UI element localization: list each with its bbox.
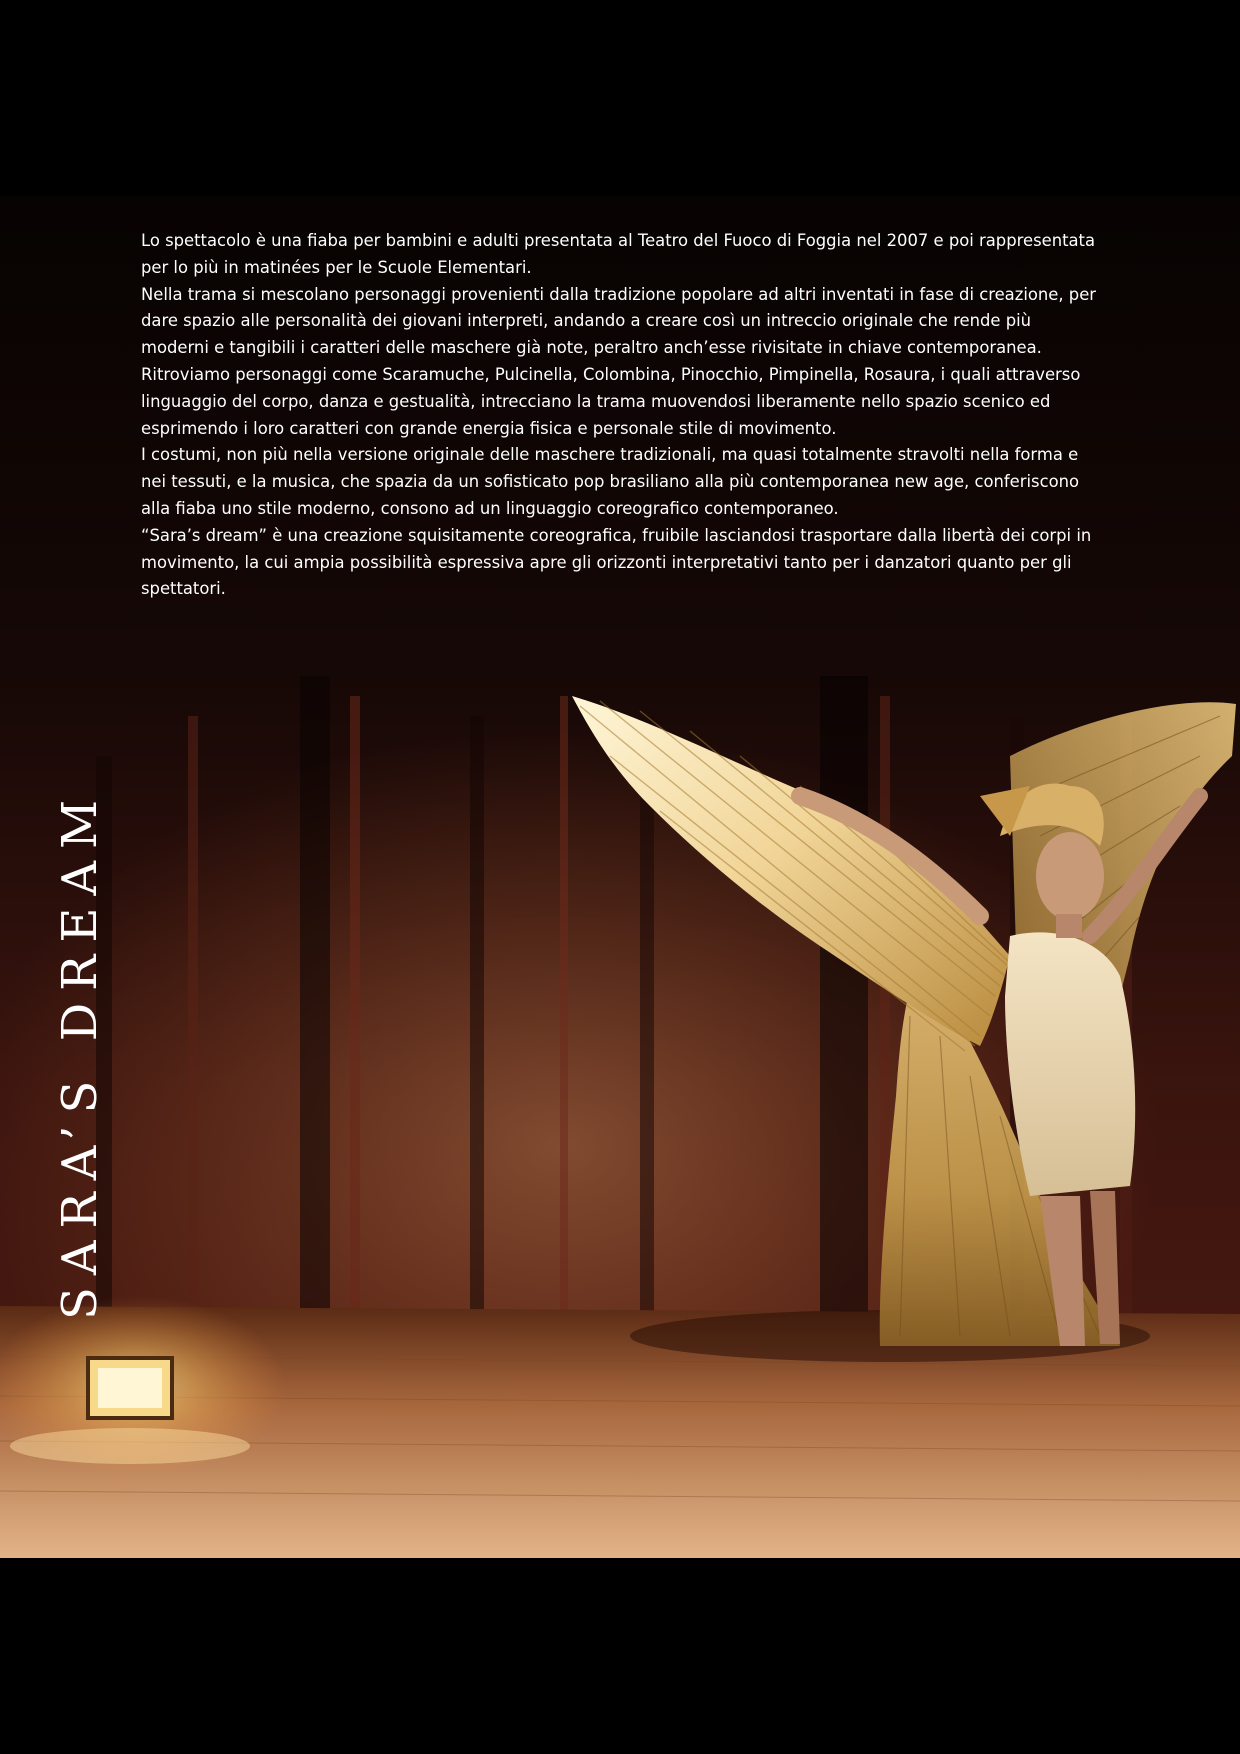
paragraph-characters: Ritroviamo personaggi come Scaramuche, Pulcinella, Colombina, Pinocchio, Pimpinella, Rosaura, i quali attraverso linguaggio del corpo, danza e gestualità, intrecciano la trama muovendosi liberamente nello spazio scenico ed esprimendo i loro caratteri con grande energia fisica e personale stile di movimento. xyxy=(141,364,1081,438)
description-text xyxy=(141,228,1101,603)
footlight-lamp xyxy=(0,1296,286,1476)
paragraph-costumes-music: I costumi, non più nella versione originale delle maschere tradizionali, ma quasi totalmente stravolti nella forma e nei tessuti, e la musica, che spazia da un sofisticato pop brasiliano alla più contemporanea new age, conferiscono alla fiaba uno stile moderno, consono ad un linguaggio coreografico contemporaneo. xyxy=(141,445,1080,518)
paragraph-plot: Nella trama si mescolano personaggi provenienti dalla tradizione popolare ad altri inventati in fase di creazione, per dare spazio alle personalità dei giovani interpreti, andando a creare così un intreccio originale che rende più moderni e tangibili i caratteri delle maschere già note, peraltro anch’esse rivisitate in chiave contemporanea. xyxy=(141,284,1097,358)
paragraph-conclusion: “Sara’s dream” è una creazione squisitamente coreografica, fruibile lasciandosi trasportare dalla libertà dei corpi in movimento, la cui ampia possibilità espressiva apre gli orizzonti interpretativi tanto per i danzatori quanto per gli spettatori. xyxy=(141,525,1092,599)
vertical-title: SARA’S DREAM xyxy=(52,787,108,1320)
paragraph-intro: Lo spettacolo è una fiaba per bambini e adulti presentata al Teatro del Fuoco di Foggia nel 2007 e poi rappresentata per lo più in matinées per le Scuole Elementari. xyxy=(141,231,1096,277)
